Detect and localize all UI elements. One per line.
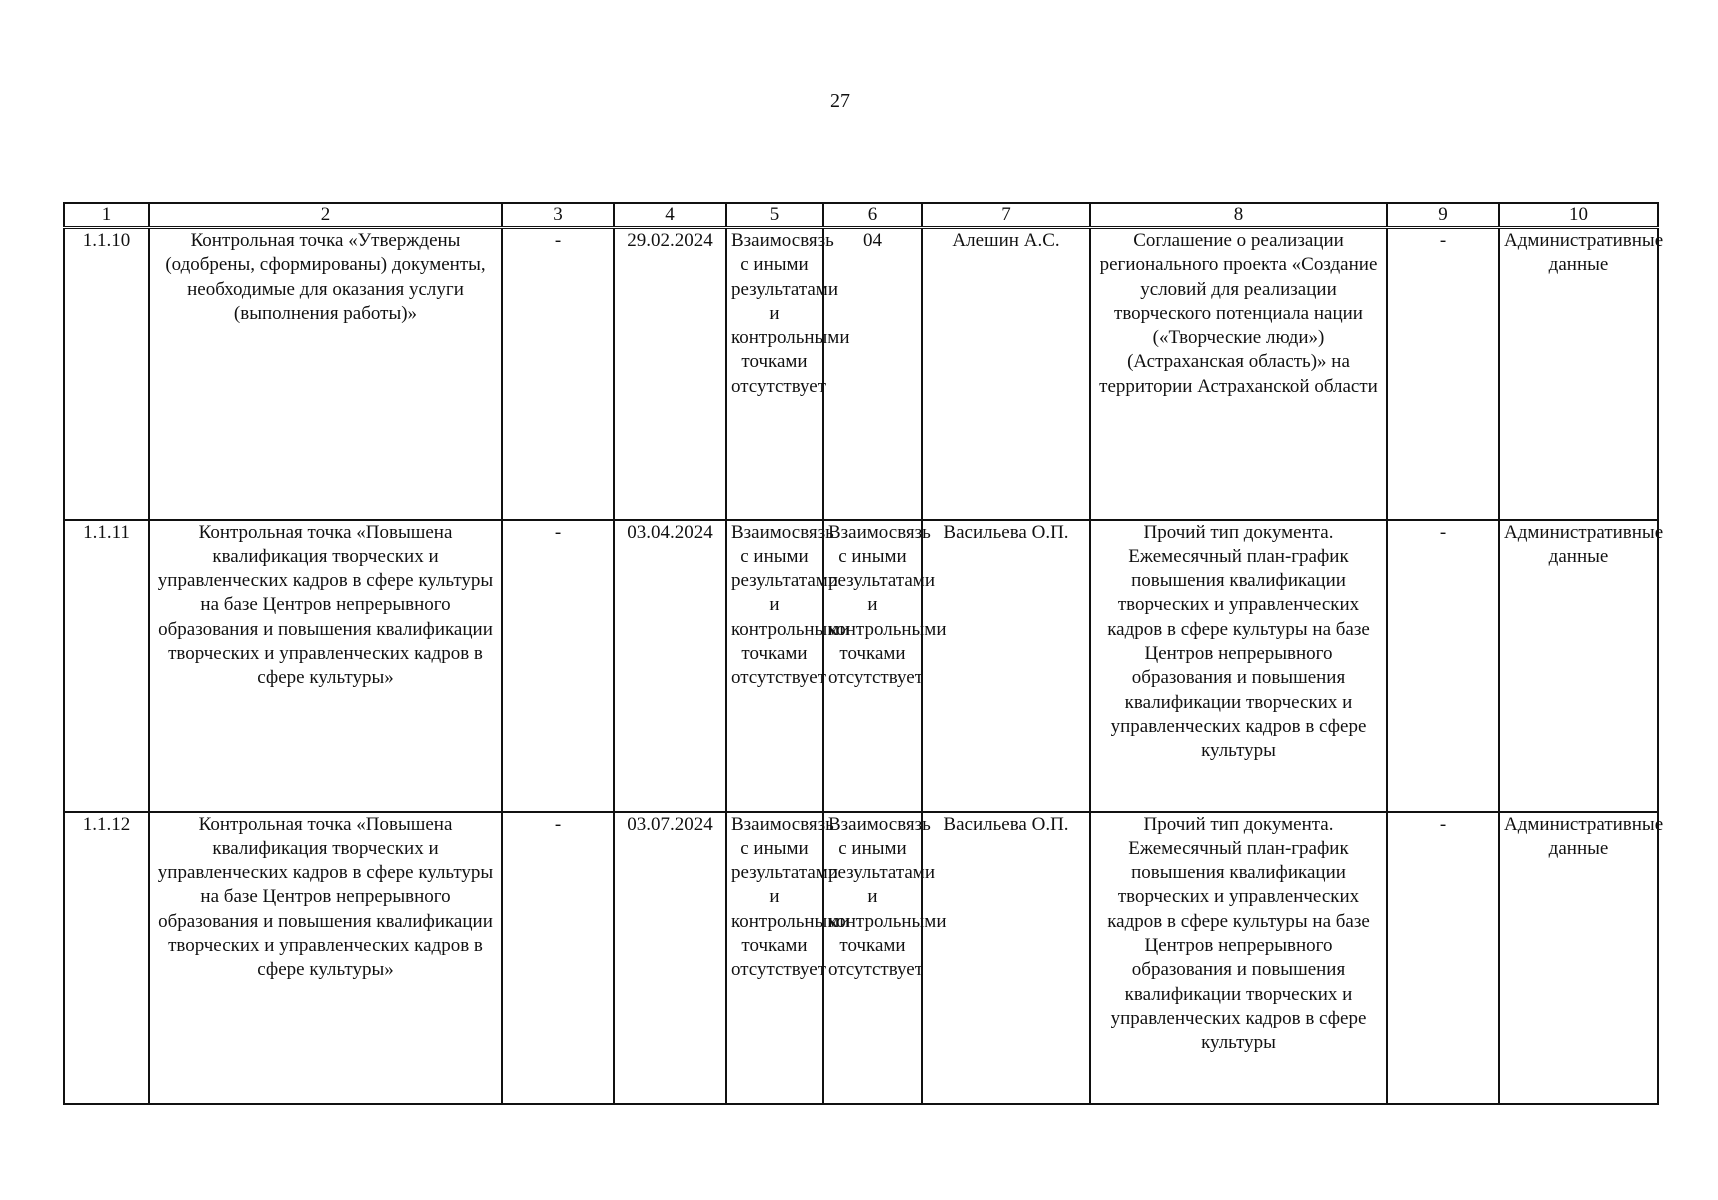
column-6-cell: 04: [823, 228, 922, 520]
column-header-8: 8: [1090, 203, 1387, 228]
row-number-cell: 1.1.12: [64, 812, 149, 1104]
document-cell: Прочий тип документа. Ежемесячный план-график повышения квалификации творческих и управленческих кадров в сфере культуры на базе Центров непрерывного образования и повышения квалификации творческих и управленческих кадров в сфере культуры: [1090, 812, 1387, 1104]
date-cell: 03.07.2024: [614, 812, 726, 1104]
page-number: 27: [830, 90, 850, 112]
source-cell: Административные данные: [1499, 520, 1658, 812]
source-cell: Административные данные: [1499, 812, 1658, 1104]
document-cell: Прочий тип документа. Ежемесячный план-график повышения квалификации творческих и управленческих кадров в сфере культуры на базе Центров непрерывного образования и повышения квалификации творческих и управленческих кадров в сфере культуры: [1090, 520, 1387, 812]
column-6-cell: Взаимосвязь с иными результатами и контрольными точками отсутствует: [823, 520, 922, 812]
column-9-cell: -: [1387, 520, 1499, 812]
table-row: [64, 228, 1658, 520]
row-number-cell: 1.1.11: [64, 520, 149, 812]
document-cell: Соглашение о реализации регионального проекта «Создание условий для реализации творческого потенциала нации («Творческие люди») (Астраханская область)» на территории Астраханской области: [1090, 228, 1387, 520]
column-header-5: 5: [726, 203, 823, 228]
responsible-cell: Васильева О.П.: [922, 812, 1090, 1104]
table-header-row: [64, 203, 1658, 228]
control-point-name-cell: Контрольная точка «Повышена квалификация творческих и управленческих кадров в сфере культуры на базе Центров непрерывного образования и повышения квалификации творческих и управленческих кадров в сфере культуры»: [149, 812, 502, 1104]
column-header-4: 4: [614, 203, 726, 228]
column-3-cell: -: [502, 228, 614, 520]
column-header-10: 10: [1499, 203, 1658, 228]
relation-cell: Взаимосвязь с иными результатами и контрольными точками отсутствует: [726, 228, 823, 520]
column-header-3: 3: [502, 203, 614, 228]
responsible-cell: Алешин А.С.: [922, 228, 1090, 520]
table-row: [64, 520, 1658, 812]
relation-cell: Взаимосвязь с иными результатами и контрольными точками отсутствует: [726, 520, 823, 812]
date-cell: 29.02.2024: [614, 228, 726, 520]
column-6-cell: Взаимосвязь с иными результатами и контрольными точками отсутствует: [823, 812, 922, 1104]
column-header-2: 2: [149, 203, 502, 228]
column-9-cell: -: [1387, 228, 1499, 520]
column-9-cell: -: [1387, 812, 1499, 1104]
control-points-table: [63, 202, 1664, 1105]
column-header-6: 6: [823, 203, 922, 228]
source-cell: Административные данные: [1499, 228, 1658, 520]
responsible-cell: Васильева О.П.: [922, 520, 1090, 812]
control-point-name-cell: Контрольная точка «Повышена квалификация творческих и управленческих кадров в сфере культуры на базе Центров непрерывного образования и повышения квалификации творческих и управленческих кадров в сфере культуры»: [149, 520, 502, 812]
column-header-7: 7: [922, 203, 1090, 228]
relation-cell: Взаимосвязь с иными результатами и контрольными точками отсутствует: [726, 812, 823, 1104]
table-row: [64, 812, 1658, 1104]
column-3-cell: -: [502, 812, 614, 1104]
control-point-name-cell: Контрольная точка «Утверждены (одобрены, сформированы) документы, необходимые для оказания услуги (выполнения работы)»: [149, 228, 502, 520]
date-cell: 03.04.2024: [614, 520, 726, 812]
column-header-9: 9: [1387, 203, 1499, 228]
column-3-cell: -: [502, 520, 614, 812]
row-number-cell: 1.1.10: [64, 228, 149, 520]
column-header-1: 1: [64, 203, 149, 228]
